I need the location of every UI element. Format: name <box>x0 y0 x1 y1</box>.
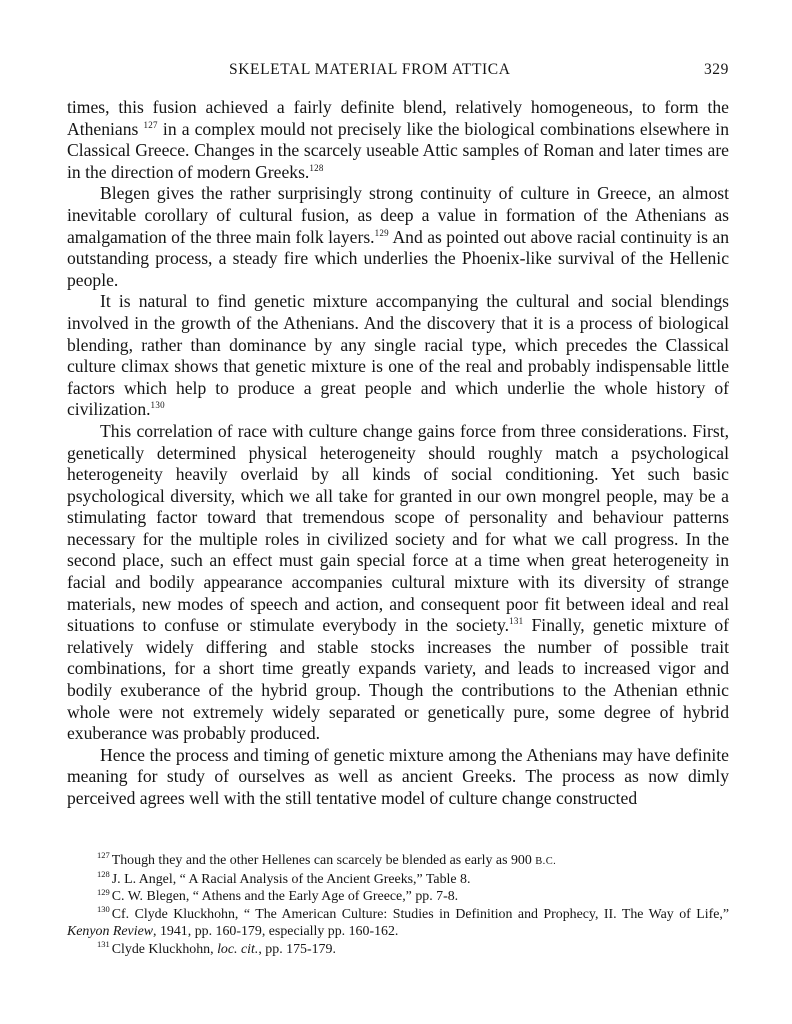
paragraph-3 <box>67 291 729 421</box>
paragraph-3-text-a: It is natural to find genetic mixture accompanying the cultural and social blendings involved in the growth of the Athenians. And the discovery that it is a process of biological blending, rather than dominance by any single racial type, which precedes the Classical culture climax shows that genetic mixture is one of the real and probably indispensable little factors which help to produce a great people and which underlie the whole history of civilization. <box>67 291 729 420</box>
footnote-text: C. W. Blegen, “ Athens and the Early Age of Greece,” pp. 7-8. <box>111 889 459 905</box>
paragraph-5-text-a: Hence the process and timing of genetic mixture among the Athenians may have definite meaning for study of ourselves as well as ancient Greeks. The process as now dimly perceived agrees well with the still tentative model of culture change constructed <box>67 744 729 808</box>
paragraph-5 <box>67 745 729 810</box>
footnote-ref-127: 127 <box>143 119 158 130</box>
paragraph-1-text-a: times, this fusion achieved a fairly definite blend, relatively homogeneous, to form the Athenians <box>67 97 729 139</box>
footnote-ref-129: 129 <box>374 227 389 238</box>
body-text <box>67 97 729 810</box>
running-head <box>67 61 729 83</box>
footnotes <box>67 852 729 959</box>
footnote-127 <box>67 852 729 871</box>
footnote-text: Cf. Clyde Kluckhohn, “ The American Culture: Studies in Definition and Prophecy, II. The Way of Life,” <box>111 906 729 922</box>
paragraph-1 <box>67 97 729 183</box>
paragraph-2-text-b: And as pointed out above racial continuity is an outstanding process, a steady fire which underlies the Phoenix-like survival of the Hellenic people. <box>67 226 729 290</box>
paragraph-4 <box>67 421 729 745</box>
paragraph-2-text-a: Blegen gives the rather surprisingly strong continuity of culture in Greece, an almost inevitable corollary of cultural fusion, as deep a value in formation of the Athenians as amalgamation of the three main folk layers. <box>67 183 729 247</box>
paragraph-1-text-b: in a complex mould not precisely like the biological combinations elsewhere in Classical Greece. Changes in the scarcely useable Attic samples of Roman and later times are in the direction of modern Greeks. <box>67 118 729 182</box>
footnote-text: Clyde Kluckhohn, <box>111 941 218 957</box>
paragraph-4-text-a: This correlation of race with culture change gains force from three considerations. First, genetically determined physical heterogeneity should roughly match a psychological heterogeneity heavily overlaid by all kinds of social conditioning. Yet such basic psychological diversity, which we all take for granted in our own mongrel people, may be a stimulating factor toward that tremendous scope of personality and behaviour patterns necessary for the multiple roles in civilized society and for what we call progress. In the second place, such an effect must gain special force at a time when great heterogeneity in facial and bodily appearance accompanies cultural mixture with its diversity of strange materials, new modes of speech and action, and consequent poor fit between ideal and real situations to confuse or stimulate everybody in the society. <box>67 420 729 636</box>
running-title: SKELETAL MATERIAL FROM ATTICA <box>229 61 511 78</box>
footnote-number: 128 <box>97 868 110 879</box>
footnote-journal: Kenyon Review <box>67 924 154 940</box>
footnote-era: B.C. <box>535 856 557 867</box>
footnote-ref-abbrev: loc. cit. <box>217 941 259 957</box>
footnote-128 <box>67 868 729 889</box>
paragraph-2 <box>67 183 729 291</box>
footnote-text-2: , 1941, pp. 160-179, especially pp. 160-162. <box>153 924 399 940</box>
footnote-number: 130 <box>97 904 110 915</box>
footnote-ref-130: 130 <box>150 400 165 411</box>
footnote-text: J. L. Angel, “ A Racial Analysis of the Ancient Greeks,” Table 8. <box>111 871 471 887</box>
footnote-number: 131 <box>97 939 110 950</box>
footnote-129 <box>67 888 729 906</box>
footnote-number: 127 <box>97 850 110 861</box>
footnote-text-2: , pp. 175-179. <box>258 941 336 957</box>
page-number: 329 <box>703 61 729 78</box>
footnote-text: Though they and the other Hellenes can scarcely be blended as early as 900 <box>111 853 536 868</box>
footnote-ref-128: 128 <box>309 162 324 173</box>
footnote-ref-131: 131 <box>509 616 524 627</box>
paragraph-4-text-b: Finally, genetic mixture of relatively widely differing and stable stocks increases the number of possible trait combinations, for a short time greatly expands variety, and leads to increased vigor and bodily exuberance of the hybrid group. Though the contributions to the Athenian ethnic whole were not extremely widely separated or genetically pure, some degree of hybrid exuberance was probably produced. <box>67 615 729 744</box>
footnote-131 <box>67 941 729 959</box>
footnote-number: 129 <box>97 886 110 897</box>
footnote-130 <box>67 906 729 941</box>
